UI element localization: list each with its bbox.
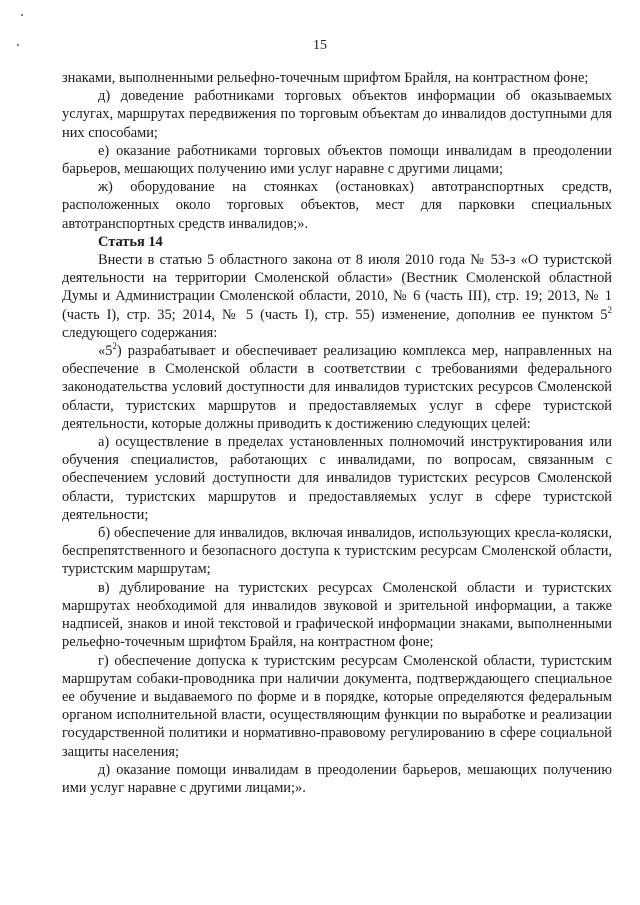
paragraph-item-e: е) оказание работниками торговых объектов помощи инвалидам в преодолении барьеров, мешающих получению ими услуг наравне с другими лицами;: [62, 142, 612, 178]
paragraph-continued: знаками, выполненными рельефно-точечным шрифтом Брайля, на контрастном фоне;: [62, 70, 589, 86]
scan-speck: [21, 14, 23, 16]
page-number: 15: [313, 38, 327, 53]
article-heading: Статья 14: [98, 233, 163, 250]
document-body: [62, 69, 612, 797]
subitem-d: д) оказание помощи инвалидам в преодолении барьеров, мешающих получению ими услуг наравне с другими лицами;».: [62, 761, 612, 796]
subitem-g: г) обеспечение допуска к туристским ресурсам Смоленской области, туристским маршрутам собаки-проводника при наличии документа, подтверждающего специальное ее обучение и выдаваемого по форме и в порядке, которые определяются федеральным органом исполнительной власти, осуществляющим функции по выработке и реализации государственной политики и нормативно-правовому регулированию в сфере социальной защиты населения;: [62, 652, 612, 760]
new-item-open: «5: [98, 343, 113, 360]
superscript: 2: [112, 341, 117, 352]
superscript: 2: [607, 304, 612, 315]
paragraph-item-d: д) доведение работниками торговых объектов информации об оказываемых услугах, маршрутах передвижения по торговым объектам до инвалидов доступными для них способами;: [62, 88, 612, 141]
article-intro-paragraph: [62, 251, 612, 342]
paragraph-item-zh: ж) оборудование на стоянках (остановках) автотранспортных средств, расположенных около торговых объектов, мест для парковки специальных автотранспортных средств инвалидов;».: [62, 179, 612, 232]
new-item-paragraph: [62, 342, 612, 433]
article-intro-end: следующего содержания:: [62, 324, 218, 341]
subitem-b: б) обеспечение для инвалидов, включая инвалидов, использующих кресла-коляски, беспрепятственного и безопасного доступа к туристским ресурсам Смоленской области, туристским маршрутам;: [62, 525, 612, 578]
subitem-a: а) осуществление в пределах установленных полномочий инструктирования или обучения специалистов, работающих с инвалидами, по вопросам, связанным с обеспечением условий доступности для инвалидов туристских ресурсов Смоленской области, туристских маршрутов и предоставляемых услуг в сфере туристской деятельности;: [62, 434, 612, 523]
article-intro-text: Внести в статью 5 областного закона от 8 июля 2010 года № 53-з «О туристской деятельности на территории Смоленской области» (Вестник Смоленской областной Думы и Администрации Смоленской области, 2010, № 6 (часть III), стр. 19; 2013, № 1 (часть I), стр. 35; 2014, № 5 (часть I), стр. 55) изменение, дополнив ее пунктом 5: [62, 252, 612, 323]
subitem-v: в) дублирование на туристских ресурсах Смоленской области и туристских маршрутах необходимой для инвалидов звуковой и зрительной информации, а также надписей, знаков и иной текстовой и графической информации знаками, выполненными рельефно-точечным шрифтом Брайля, на контрастном фоне;: [62, 579, 612, 651]
new-item-text: ) разрабатывает и обеспечивает реализацию комплекса мер, направленных на обеспечение в Смоленской области в соответствии с требованиями федерального законодательства условий доступности для инвалидов туристских ресурсов Смоленской области, туристских маршрутов и предоставляемых услуг в сфере туристской деятельности, которые должны приводить к достижению следующих целей:: [62, 343, 612, 432]
